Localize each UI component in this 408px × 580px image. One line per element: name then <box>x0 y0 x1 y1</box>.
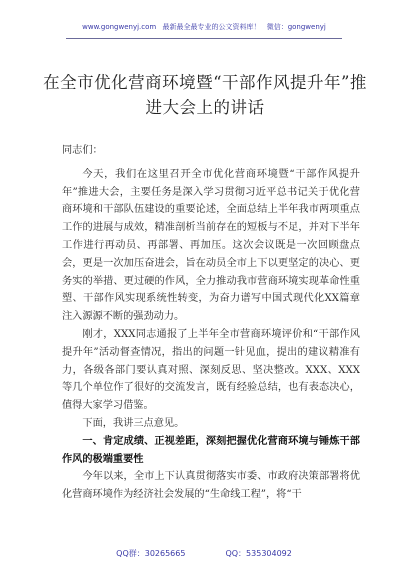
paragraph-review: 刚才，XXX同志通报了上半年全市营商环境评价和“干部作风提升年”活动督查情况，指出的问题一针见血，提出的建议精准有力，各级各部门要认真对照、深刻反思、坚决整改。XXX、XXX等几个单位作了很好的交流发言，既有经验总结，也有表态决心，值得大家学习借鉴。 <box>62 328 360 412</box>
page-footer <box>0 548 408 559</box>
document-body <box>62 142 360 504</box>
qq-group: QQ群：30265665 <box>116 549 186 558</box>
salutation: 同志们： <box>62 145 103 156</box>
qq-number: QQ：535304092 <box>225 549 292 558</box>
wechat-id: 微信：gongwenyj <box>266 23 326 31</box>
paragraph-opening: 今天，我们在这里召开全市优化营商环境暨“干部作风提升年”推进大会，主要任务是深入学习贯彻习近平总书记关于优化营商环境和干部队伍建设的重要论述，全面总结上半年我市两项重点工作的进展与成效，精准剖析当前存在的短板与不足，并对下半年工作进行再动员、再部署、再加压。这次会议既是一次回顾盘点会，更是一次加压奋进会，旨在动员全市上下以更坚定的决心、更务实的举措、更过硬的作风，全力推动我市营商环境实现革命性重塑、干部作风实现系统性转变，为奋力谱写中国式现代化XX篇章注入源源不断的强劲动力。 <box>62 168 360 323</box>
header-divider <box>66 38 342 39</box>
document-title: 在全市优化营商环境暨“干部作风提升年”推进大会上的讲话 <box>43 73 367 117</box>
page-header <box>0 22 408 32</box>
site-slogan: 最新最全最专业的公文资料库！ <box>162 23 261 31</box>
section-heading-1: 一、肯定成绩、正视差距，深刻把握优化营商环境与锤炼干部作风的极端重要性 <box>62 435 360 465</box>
site-url[interactable]: www.gongwenyj.com <box>82 23 157 31</box>
section-paragraph-1: 今年以来，全市上下认真贯彻落实市委、市政府决策部署将优化营商环境作为经济社会发展的“生命线工程”，将“干 <box>62 471 360 501</box>
paragraph-transition: 下面，我讲三点意见。 <box>82 417 185 429</box>
